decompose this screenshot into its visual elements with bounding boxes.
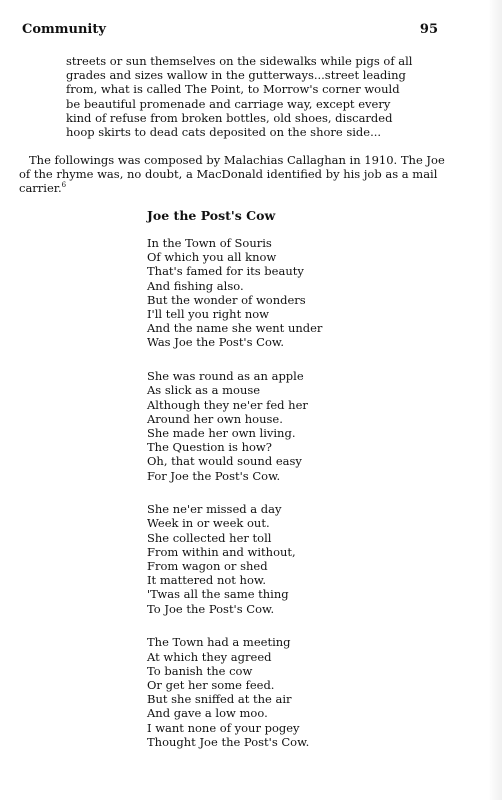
quote-line: streets or sun themselves on the sidewalks while pigs of all <box>66 54 413 68</box>
poem-line: 'Twas all the same thing <box>147 587 289 602</box>
poem <box>147 209 447 769</box>
poem-line: Although they ne'er fed her <box>147 397 308 412</box>
poem-line: From within and without, <box>147 544 296 559</box>
poem-title: Joe the Post's Cow <box>147 208 276 223</box>
poem-line: Oh, that would sound easy <box>147 454 302 469</box>
poem-line: I want none of your pogey <box>147 720 300 735</box>
poem-line: It mattered not how. <box>147 573 267 588</box>
poem-line: Of which you all know <box>147 250 277 265</box>
poem-line: Around her own house. <box>147 411 283 426</box>
running-head: Community <box>22 22 106 37</box>
poem-line: In the Town of Souris <box>147 236 272 250</box>
poem-stanza <box>147 502 447 616</box>
poem-line: The Question is how? <box>147 440 272 455</box>
quote-line: hoop skirts to dead cats deposited on the shore side... <box>66 125 382 140</box>
page-edge <box>488 0 502 800</box>
poem-line: Week in or week out. <box>147 516 270 531</box>
page-number: 95 <box>419 22 438 37</box>
poem-line: That's famed for its beauty <box>147 264 304 279</box>
poem-stanza <box>147 635 447 749</box>
poem-line: Was Joe the Post's Cow. <box>147 335 285 350</box>
poem-line: Thought Joe the Post's Cow. <box>147 734 310 749</box>
poem-line: But she sniffed at the air <box>147 692 292 707</box>
poem-stanza <box>147 369 447 483</box>
quote-line: grades and sizes wallow in the gutterways...street leading <box>66 68 406 83</box>
body-paragraph <box>19 153 459 196</box>
paragraph-line <box>19 181 459 195</box>
poem-line: At which they agreed <box>147 649 272 664</box>
poem-line: She collected her toll <box>147 530 272 545</box>
page-header <box>22 22 438 42</box>
poem-stanzas <box>147 236 447 749</box>
poem-line: To banish the cow <box>147 663 253 678</box>
poem-line: The Town had a meeting <box>147 635 291 650</box>
poem-stanza <box>147 236 447 350</box>
quote-line: be beautiful promenade and carriage way, except every <box>66 96 391 111</box>
poem-line: And the name she went under <box>147 321 323 336</box>
poem-line: For Joe the Post's Cow. <box>147 468 281 483</box>
paragraph-line: of the rhyme was, no doubt, a MacDonald identified by his job as a mail <box>19 167 438 182</box>
poem-line: She was round as an apple <box>147 369 304 384</box>
quote-line: from, what is called The Point, to Morrow's corner would <box>66 82 400 97</box>
poem-line: Or get her some feed. <box>147 677 275 692</box>
poem-line: As slick as a mouse <box>147 383 261 398</box>
poem-line: And gave a low moo. <box>147 706 268 721</box>
poem-line: And fishing also. <box>147 278 244 293</box>
paragraph-line: The followings was composed by Malachias Callaghan in 1910. The Joe <box>29 153 445 167</box>
poem-line: I'll tell you right now <box>147 307 270 322</box>
footnote-marker: 6 <box>61 181 67 190</box>
poem-line: From wagon or shed <box>147 559 268 574</box>
quote-line: kind of refuse from broken bottles, old shoes, discarded <box>66 110 393 125</box>
poem-line: She made her own living. <box>147 425 296 440</box>
poem-line: To Joe the Post's Cow. <box>147 601 275 616</box>
block-quote <box>66 54 446 139</box>
poem-line: But the wonder of wonders <box>147 292 306 307</box>
paragraph-text: carrier. <box>19 181 62 196</box>
poem-line: She ne'er missed a day <box>147 502 282 517</box>
